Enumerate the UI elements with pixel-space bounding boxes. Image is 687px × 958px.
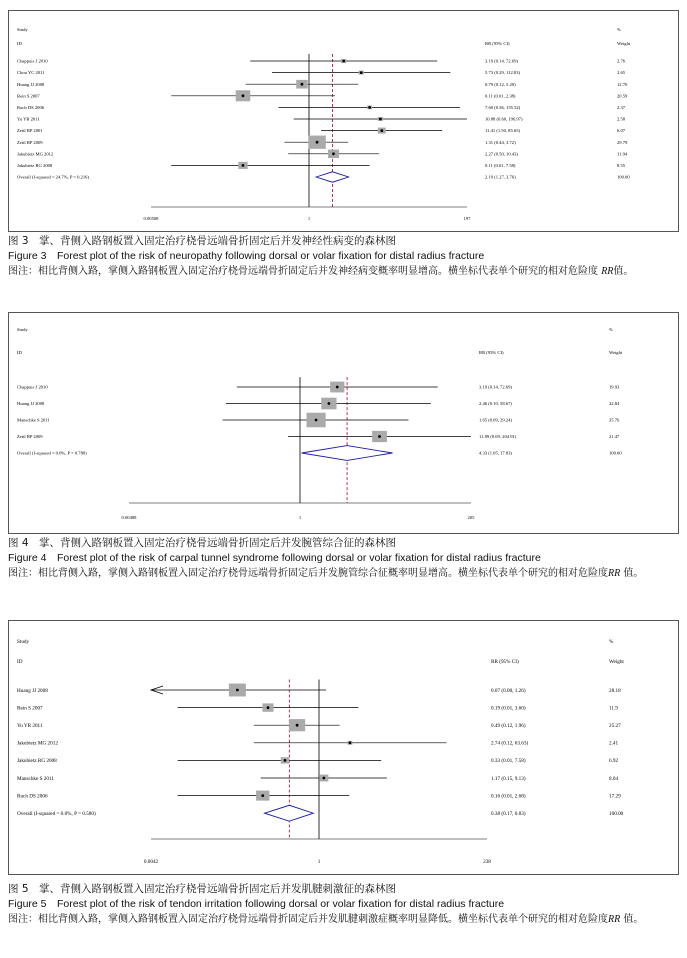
study-rr-ci: 7.60 (0.36, 155.52) — [485, 105, 521, 111]
forest-plot-fig4 — [8, 312, 679, 534]
study-label: Huang JJ 2008 — [17, 687, 48, 694]
point-estimate — [236, 689, 239, 692]
caption-fig5-note-rr: RR — [608, 914, 621, 925]
study-weight: 19.93 — [609, 384, 620, 390]
study-weight: 21.47 — [609, 434, 620, 440]
study-rr-ci: 5.73 (0.29, 112.83) — [485, 70, 521, 76]
caption-fig4-note — [8, 566, 676, 581]
point-estimate — [267, 706, 270, 709]
study-weight: 11.9 — [609, 705, 618, 712]
caption-fig3-note-rr: RR — [601, 266, 614, 277]
forest-plot-fig3 — [8, 10, 679, 232]
study-label: Jakubietz MG 2012 — [17, 151, 54, 157]
study-label: Huang JJ 2008 — [17, 81, 45, 87]
study-rr-ci: 11.89 (0.69, 204.91) — [479, 434, 517, 440]
caption-fig4-cn: 图 4 掌、背侧入路钢板置入固定治疗桡骨远端骨折固定后并发腕管综合征的森林图 — [8, 537, 397, 549]
point-estimate — [336, 386, 339, 389]
header-weight: Weight — [617, 41, 631, 46]
header-study: Study — [17, 327, 28, 332]
point-estimate — [360, 71, 363, 74]
tick-label: 0.00488 — [121, 515, 137, 520]
point-estimate — [349, 741, 352, 744]
header-weight: Weight — [609, 350, 623, 355]
forest-plot-svg-fig4 — [9, 313, 678, 533]
caption-fig4-en: Figure 4 Forest plot of the risk of carpal tunnel syndrome following dorsal or volar fixation for distal radius fracture — [8, 552, 541, 564]
study-weight: 12.70 — [617, 81, 628, 87]
study-weight: 2.65 — [617, 70, 626, 76]
overall-label: Overall (I-squared = 0.0%, P = 0.780) — [17, 450, 87, 456]
study-label: Jakubietz MG 2012 — [17, 740, 58, 747]
study-label: Zettl RP 2001 — [17, 128, 43, 134]
point-estimate — [379, 118, 382, 121]
header-id: ID — [17, 659, 23, 665]
overall-diamond — [316, 172, 348, 182]
study-rr-ci: 11.41 (1.50, 85.65) — [485, 128, 521, 134]
forest-plot-svg-fig5 — [9, 621, 678, 874]
point-estimate — [378, 435, 381, 438]
overall-rr-ci: 0.38 (0.17, 0.83) — [491, 811, 526, 818]
study-label: Chou YC 2011 — [17, 70, 45, 76]
study-weight: 8.04 — [609, 775, 619, 782]
study-rr-ci: 1.65 (0.09, 29.24) — [479, 417, 512, 423]
study-weight: 20.59 — [617, 93, 628, 99]
point-estimate — [316, 141, 319, 144]
study-rr-ci: 0.33 (0.01, 7.58) — [491, 758, 526, 765]
header-id: ID — [17, 350, 22, 355]
study-label: Rein S 2007 — [17, 705, 43, 712]
overall-diamond — [302, 446, 393, 461]
header-study: Study — [17, 639, 30, 645]
overall-weight: 100.00 — [609, 811, 624, 818]
point-estimate — [301, 83, 304, 86]
caption-fig3-cn: 图 3 掌、背侧入路钢板置入固定治疗桡骨远端骨折固定后并发神经性病变的森林图 — [8, 235, 397, 247]
caption-fig3 — [8, 234, 676, 279]
caption-fig5-note-text: 图注：相比背侧入路，掌侧入路钢板置入固定治疗桡骨远端骨折固定后并发肌腱刺激症概率明显降低。横坐标代表单个研究的相对危险度 — [8, 914, 608, 925]
study-weight: 29.79 — [617, 139, 628, 145]
header-rr-ci: RR (95% CI) — [485, 41, 510, 46]
tick-label: 0.00508 — [143, 216, 159, 221]
study-weight: 25.27 — [609, 723, 621, 730]
study-label: Huang JJ 2008 — [17, 401, 45, 407]
study-label: Jakubietz RG 2008 — [17, 758, 57, 765]
point-estimate — [328, 402, 331, 405]
study-rr-ci: 2.74 (0.12, 63.63) — [491, 740, 529, 747]
point-estimate — [242, 164, 245, 167]
study-weight: 28.18 — [609, 687, 621, 694]
study-label: Yu YR 2011 — [17, 723, 43, 730]
caption-fig5-cn: 图 5 掌、背侧入路钢板置入固定治疗桡骨远端骨折固定后并发肌腱刺激征的森林图 — [8, 883, 397, 895]
study-label: Zettl RP 2009 — [17, 139, 43, 145]
overall-rr-ci: 4.33 (1.05, 17.83) — [479, 450, 512, 456]
overall-weight: 100.00 — [609, 450, 622, 456]
study-weight: 2.41 — [609, 740, 619, 747]
study-weight: 6.07 — [617, 128, 626, 134]
point-estimate — [380, 129, 383, 132]
study-weight: 17.29 — [609, 793, 621, 800]
study-rr-ci: 3.19 (0.14, 72.69) — [485, 58, 518, 64]
overall-weight: 100.00 — [617, 174, 630, 180]
caption-fig5-en: Figure 5 Forest plot of the risk of tendon irritation following dorsal or volar fixation for distal radius fracture — [8, 898, 505, 910]
caption-fig4-note-rr: RR — [608, 568, 621, 579]
header-rr-ci: RR (95% CI) — [491, 659, 519, 665]
study-weight: 22.84 — [609, 401, 620, 407]
study-rr-ci: 0.07 (0.00, 1.26) — [491, 687, 526, 694]
point-estimate — [322, 777, 325, 780]
overall-label: Overall (I-squared = 0.0%, P = 0.580) — [17, 811, 96, 818]
header-rr-ci: RR (95% CI) — [479, 350, 504, 355]
study-rr-ci: 0.11 (0.01, 2.38) — [485, 93, 516, 99]
forest-plot-fig5 — [8, 620, 679, 875]
study-weight: 8.55 — [617, 163, 626, 169]
tick-label: 0.0042 — [143, 859, 159, 865]
tick-label: 197 — [463, 216, 471, 221]
point-estimate — [261, 794, 264, 797]
study-rr-ci: 1.17 (0.15, 9.13) — [491, 775, 526, 782]
caption-fig3-en: Figure 3 Forest plot of the risk of neuropathy following dorsal or volar fixation for distal radius fracture — [8, 250, 485, 262]
forest-plot-svg-fig3 — [9, 11, 678, 231]
study-weight: 2.58 — [617, 116, 626, 122]
study-label: Manschke S 2011 — [17, 775, 54, 782]
study-label: Zettl RP 2009 — [17, 434, 43, 440]
caption-fig4-note-text: 图注：相比背侧入路，掌侧入路钢板置入固定治疗桡骨远端骨折固定后并发腕管综合征概率明显增高。横坐标代表单个研究的相对危险度 — [8, 568, 608, 579]
caption-fig4 — [8, 536, 676, 581]
point-estimate — [368, 106, 371, 109]
overall-diamond — [265, 805, 314, 821]
study-label: Chappuis J 2010 — [17, 58, 48, 64]
overall-rr-ci: 2.19 (1.27, 3.76) — [485, 174, 516, 180]
study-rr-ci: 1.31 (0.44, 3.72) — [485, 139, 516, 145]
study-label: Ruch DS 2006 — [17, 793, 48, 800]
study-rr-ci: 0.16 (0.01, 2.68) — [491, 793, 526, 800]
study-rr-ci: 3.19 (0.14, 72.69) — [479, 384, 512, 390]
study-weight: 2.37 — [617, 105, 626, 111]
study-label: Jakubietz RG 2008 — [17, 163, 53, 169]
study-rr-ci: 2.27 (0.50, 10.43) — [485, 151, 518, 157]
study-label: Rein S 2007 — [17, 93, 40, 99]
point-estimate — [296, 724, 299, 727]
study-rr-ci: 0.11 (0.01, 7.58) — [485, 163, 516, 169]
tick-label: 1 — [298, 515, 302, 520]
caption-fig5-note — [8, 912, 676, 927]
caption-fig4-note-end: 值。 — [620, 568, 644, 579]
header-weight: Weight — [609, 659, 624, 665]
tick-label: 1 — [307, 216, 311, 221]
overall-label: Overall (I-squared = 24.7%, P = 0.216) — [17, 174, 89, 180]
study-weight: 35.76 — [609, 417, 620, 423]
study-rr-ci: 2.46 (0.10, 58.67) — [479, 401, 512, 407]
header-percent: % — [609, 327, 613, 332]
header-id: ID — [17, 41, 22, 46]
study-label: Yu YR 2011 — [17, 116, 40, 122]
study-label: Chappuis J 2010 — [17, 384, 48, 390]
study-label: Manschke S 2011 — [17, 417, 50, 423]
caption-fig5 — [8, 882, 676, 927]
tick-label: 1 — [317, 859, 321, 865]
caption-fig3-note-text: 图注：相比背侧入路，掌侧入路钢板置入固定治疗桡骨远端骨折固定后并发神经病变概率明显增高。横坐标代表单个研究的相对危险度 — [8, 266, 602, 277]
caption-fig3-note-end: 值。 — [613, 266, 634, 277]
study-rr-ci: 10.88 (0.60, 196.97) — [485, 116, 523, 122]
caption-fig5-note-end: 值。 — [620, 914, 644, 925]
header-percent: % — [617, 27, 621, 32]
study-rr-ci: 0.19 (0.01, 3.60) — [491, 705, 526, 712]
tick-label: 238 — [483, 859, 491, 865]
study-weight: 2.76 — [617, 58, 626, 64]
study-label: Ruch DS 2006 — [17, 105, 45, 111]
caption-fig3-note — [8, 264, 676, 279]
study-weight: 11.94 — [617, 151, 628, 157]
study-rr-ci: 0.79 (0.12, 5.20) — [485, 81, 516, 87]
point-estimate — [242, 94, 245, 97]
point-estimate — [315, 419, 318, 422]
point-estimate — [284, 759, 287, 762]
study-weight: 6.92 — [609, 758, 619, 765]
point-estimate — [342, 60, 345, 63]
study-rr-ci: 0.49 (0.12, 1.96) — [491, 723, 526, 730]
header-percent: % — [609, 639, 614, 645]
header-study: Study — [17, 27, 28, 32]
tick-label: 205 — [467, 515, 475, 520]
point-estimate — [332, 152, 335, 155]
